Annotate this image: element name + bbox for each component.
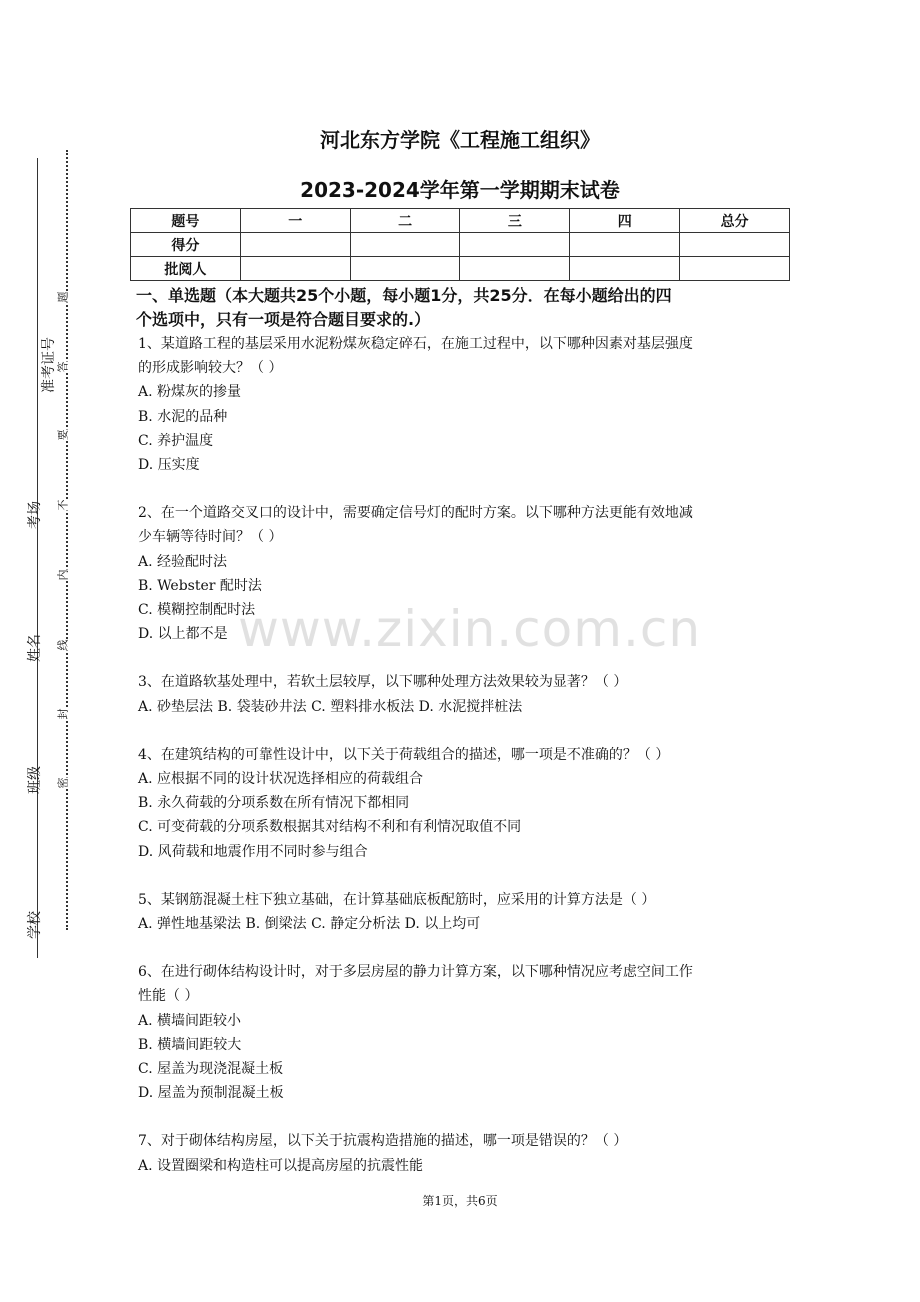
watermark: www.zixin.com.cn: [238, 600, 702, 658]
label-class: 班级: [27, 766, 43, 794]
question-stem: 5、某钢筋混凝土柱下独立基础，在计算基础底板配筋时，应采用的计算方法是（ ）: [138, 891, 656, 908]
option: C. 模糊控制配时法: [138, 602, 256, 619]
option: D. 压实度: [138, 457, 200, 474]
exam-title: 河北东方学院《工程施工组织》: [320, 128, 600, 152]
option: A. 砂垫层法 B. 袋装砂井法 C. 塑料排水板法 D. 水泥搅拌桩法: [138, 698, 523, 715]
option: C. 可变荷载的分项系数根据其对结构不利和有利情况取值不同: [138, 819, 522, 836]
question-stem: 7、对于砌体结构房屋，以下关于抗震构造措施的描述，哪一项是错误的？（ ）: [138, 1133, 628, 1150]
label-name: 姓名: [27, 634, 43, 662]
grader-cell[interactable]: [460, 257, 570, 281]
question-stem: 的形成影响较大？（ ）: [138, 360, 283, 377]
label-exam-number: 准考证号: [41, 337, 57, 393]
option: B. 横墙间距较大: [138, 1036, 242, 1053]
grader-cell[interactable]: [570, 257, 680, 281]
dotted-char: 题: [56, 291, 70, 303]
question-stem: 3、在道路软基处理中，若软土层较厚，以下哪种处理方法效果较为显著？（ ）: [138, 674, 628, 691]
score-header-cell: 二: [350, 209, 460, 233]
dotted-char: 封: [56, 708, 70, 720]
question-stem: 少车辆等待时间？（ ）: [138, 529, 283, 546]
section-heading-line: 个选项中，只有一项是符合题目要求的.）: [136, 310, 431, 329]
binding-dotted-line: [66, 150, 68, 930]
option: D. 以上都不是: [138, 626, 228, 643]
score-table-header-row: [131, 209, 790, 233]
question-stem: 性能（ ）: [138, 988, 199, 1005]
score-table-row: [131, 233, 790, 257]
binding-solid-line: [37, 158, 38, 958]
option: A. 设置圈梁和构造柱可以提高房屋的抗震性能: [138, 1157, 424, 1174]
question-3: [138, 670, 788, 718]
section-heading: [136, 284, 788, 332]
score-header-cell: 三: [460, 209, 570, 233]
score-cell[interactable]: [350, 233, 460, 257]
dotted-char: 线: [56, 639, 70, 651]
option: B. 水泥的品种: [138, 408, 228, 425]
score-header-cell: 总分: [680, 209, 790, 233]
dotted-char: 密: [56, 777, 70, 789]
option: C. 屋盖为现浇混凝土板: [138, 1061, 284, 1078]
option: D. 屋盖为预制混凝土板: [138, 1085, 284, 1102]
option: C. 养护温度: [138, 432, 214, 449]
option: A. 粉煤灰的掺量: [138, 384, 242, 401]
grader-cell[interactable]: [350, 257, 460, 281]
question-stem: 6、在进行砌体结构设计时，对于多层房屋的静力计算方案，以下哪种情况应考虑空间工作: [138, 964, 693, 981]
label-exam-room: 考场: [27, 501, 43, 529]
score-cell[interactable]: [460, 233, 570, 257]
section-heading-line: 一、单选题（本大题共25个小题，每小题1分，共25分．在每小题给出的四: [136, 286, 672, 305]
grader-cell[interactable]: [240, 257, 350, 281]
question-stem: 1、某道路工程的基层采用水泥粉煤灰稳定碎石，在施工过程中，以下哪种因素对基层强度: [138, 336, 693, 352]
option: B. Webster 配时法: [138, 577, 262, 594]
grader-cell[interactable]: [680, 257, 790, 281]
dotted-char: 要: [56, 429, 70, 441]
exam-subtitle: 2023-2024学年第一学期期末试卷: [300, 178, 620, 202]
exam-content: [138, 284, 788, 1178]
question-7: [138, 1129, 788, 1177]
option: B. 永久荷载的分项系数在所有情况下都相同: [138, 795, 410, 812]
dotted-char: 不: [56, 499, 70, 511]
score-cell[interactable]: [240, 233, 350, 257]
score-table: [130, 208, 790, 281]
question-stem: 2、在一个道路交叉口的设计中，需要确定信号灯的配时方案。以下哪种方法更能有效地减: [138, 505, 693, 522]
question-stem: 4、在建筑结构的可靠性设计中，以下关于荷载组合的描述，哪一项是不准确的？（ ）: [138, 746, 670, 763]
option: A. 横墙间距较小: [138, 1012, 242, 1029]
score-cell[interactable]: [680, 233, 790, 257]
question-6: [138, 960, 788, 1105]
score-header-cell: 题号: [131, 209, 241, 233]
score-row-label: 得分: [131, 233, 241, 257]
question-4: [138, 743, 788, 864]
question-1: [138, 332, 788, 477]
option: A. 经验配时法: [138, 553, 228, 570]
score-cell[interactable]: [570, 233, 680, 257]
question-5: [138, 888, 788, 936]
option: A. 弹性地基梁法 B. 倒梁法 C. 静定分析法 D. 以上均可: [138, 916, 481, 933]
page-footer: 第1页，共6页: [422, 1194, 498, 1208]
dotted-char: 答: [56, 361, 70, 373]
score-table-row: [131, 257, 790, 281]
score-row-label: 批阅人: [131, 257, 241, 281]
score-header-cell: 一: [240, 209, 350, 233]
option: D. 风荷载和地震作用不同时参与组合: [138, 843, 368, 860]
score-header-cell: 四: [570, 209, 680, 233]
label-school: 学校: [27, 911, 43, 939]
dotted-char: 内: [56, 569, 70, 581]
option: A. 应根据不同的设计状况选择相应的荷载组合: [138, 771, 424, 788]
